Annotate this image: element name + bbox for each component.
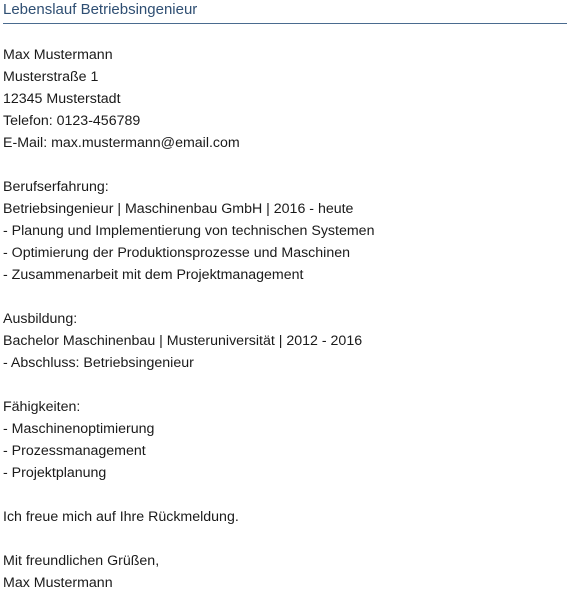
contact-city: 12345 Musterstadt	[3, 91, 121, 107]
skills-item: - Maschinenoptimierung	[3, 421, 155, 437]
education-section	[3, 308, 563, 374]
experience-item: - Planung und Implementierung von technischen Systemen	[3, 223, 375, 239]
spacer	[3, 484, 563, 506]
education-heading: Ausbildung:	[3, 311, 78, 327]
closing-statement: Ich freue mich auf Ihre Rückmeldung.	[3, 509, 239, 525]
title-divider	[3, 23, 567, 24]
spacer	[3, 286, 563, 308]
education-item: - Abschluss: Betriebsingenieur	[3, 355, 194, 371]
spacer	[3, 528, 563, 550]
contact-section	[3, 44, 563, 154]
closing-greeting: Mit freundlichen Grüßen,	[3, 553, 160, 569]
spacer	[3, 374, 563, 396]
skills-item: - Prozessmanagement	[3, 443, 146, 459]
experience-heading: Berufserfahrung:	[3, 179, 109, 195]
closing-signature: Max Mustermann	[3, 575, 113, 591]
skills-heading: Fähigkeiten:	[3, 399, 81, 415]
spacer	[3, 154, 563, 176]
document-title: Lebenslauf Betriebsingenieur	[3, 1, 198, 18]
document-body	[3, 44, 563, 594]
skills-section	[3, 396, 563, 484]
experience-position: Betriebsingenieur | Maschinenbau GmbH | 2016 - heute	[3, 201, 354, 217]
skills-item: - Projektplanung	[3, 465, 107, 481]
experience-item: - Zusammenarbeit mit dem Projektmanagement	[3, 267, 304, 283]
contact-email: E-Mail: max.mustermann@email.com	[3, 135, 240, 151]
education-degree: Bachelor Maschinenbau | Musteruniversität | 2012 - 2016	[3, 333, 363, 349]
contact-street: Musterstraße 1	[3, 69, 99, 85]
contact-name: Max Mustermann	[3, 47, 113, 63]
experience-section	[3, 176, 563, 286]
experience-item: - Optimierung der Produktionsprozesse und Maschinen	[3, 245, 350, 261]
closing-section	[3, 506, 563, 594]
contact-phone: Telefon: 0123-456789	[3, 113, 141, 129]
